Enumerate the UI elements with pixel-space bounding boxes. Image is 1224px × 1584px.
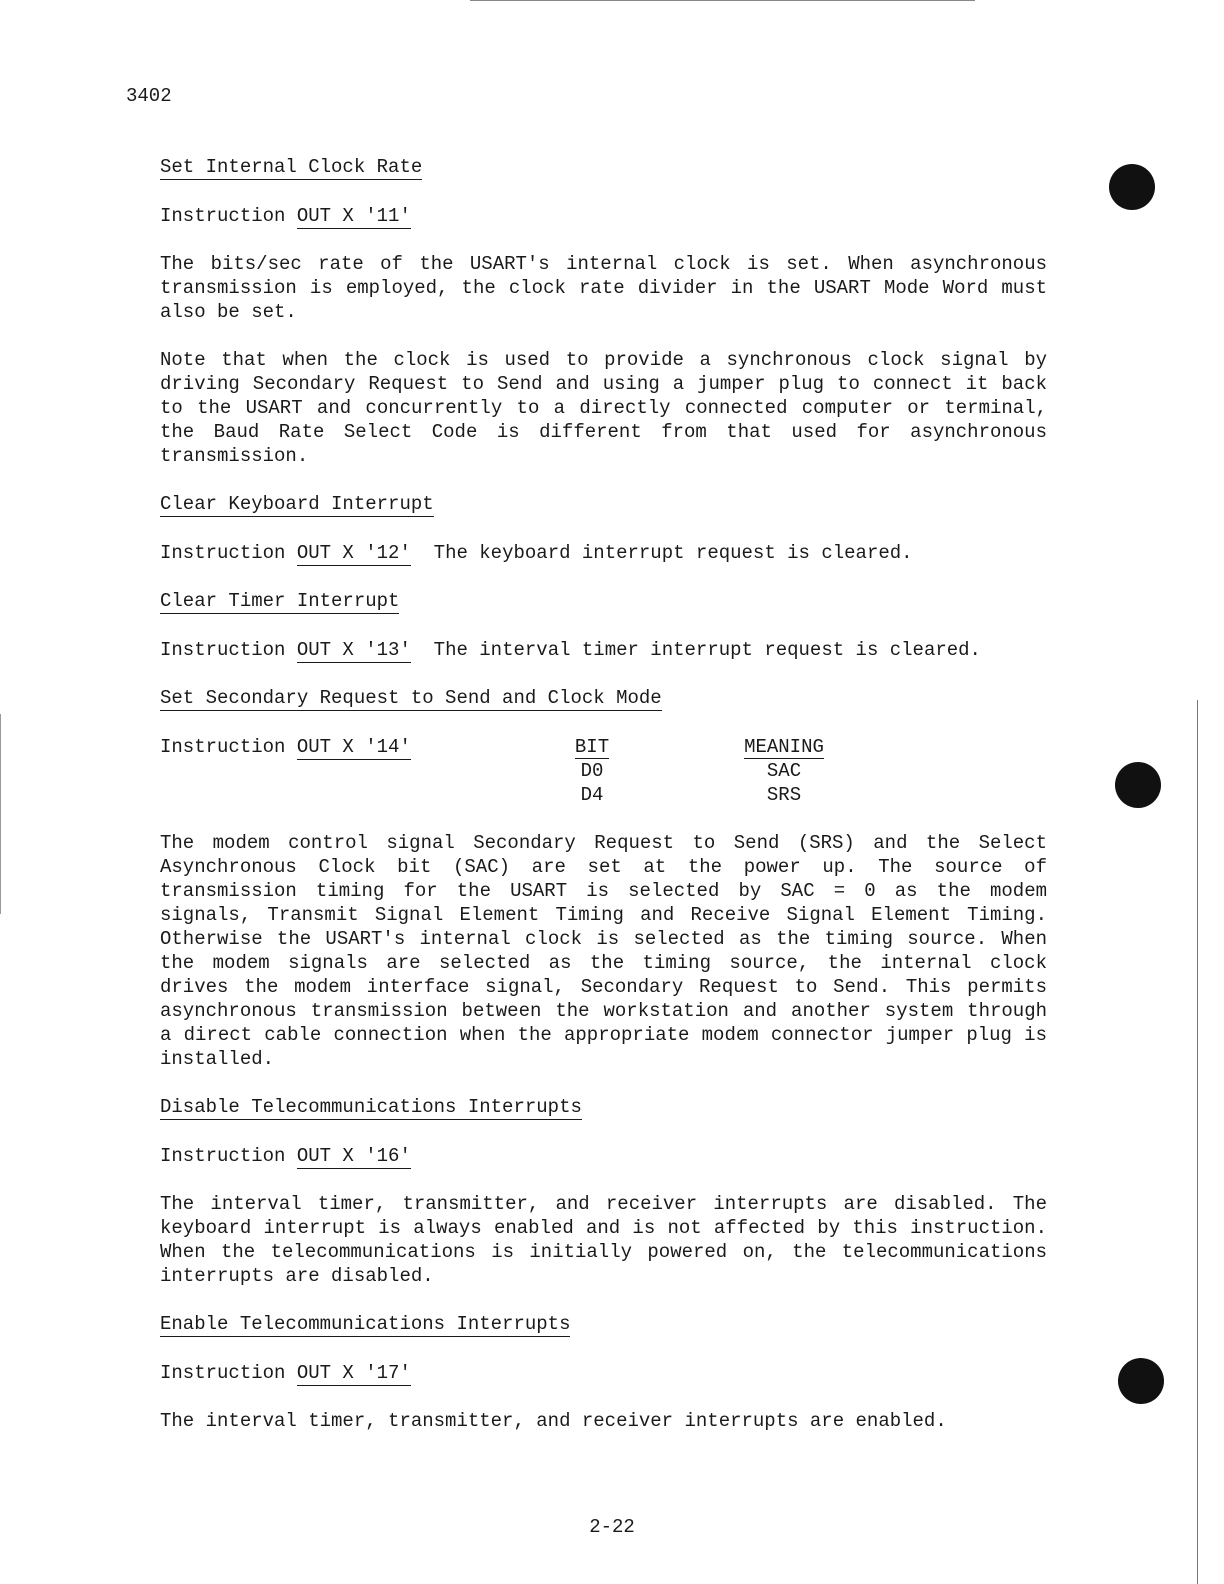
instruction-code: OUT X '17' xyxy=(296,1362,411,1384)
instruction-code: OUT X '12' xyxy=(296,542,411,564)
binder-hole-bottom xyxy=(1118,1358,1164,1404)
page-id: 3402 xyxy=(126,85,172,107)
paragraph: The modem control signal Secondary Request to Send (SRS) and the Select Asynchronous Clock bit (SAC) are set at the power up. The source of transmission timing for the USART is selected by SAC = 0 as the modem signals, Transmit Signal Element Timing and Receive Signal Element Timing. Otherwise the USART's internal clock is selected as the timing source. When the modem signals are selected as the timing source, the internal clock drives the modem interface signal, Secondary Request to Send. This permits asynchronous transmission between the workstation and another system through a direct cable connection when the appropriate modem connector jumper plug is installed. xyxy=(160,832,1047,1070)
paragraph: The interval timer, transmitter, and receiver interrupts are disabled. The keyboard interrupt is always enabled and is not affected by this instruction. When the telecommunications is initially powered on, the telecommunications interrupts are disabled. xyxy=(160,1193,1047,1287)
top-edge-rule xyxy=(470,0,975,1)
instruction-label: Instruction xyxy=(160,205,286,227)
bit-cell: D0 xyxy=(580,760,604,782)
meaning-cell: SAC xyxy=(766,760,802,782)
paragraph: The bits/sec rate of the USART's internal clock is set. When asynchronous transmission is employed, the clock rate divider in the USART Mode Word must also be set. xyxy=(160,253,1047,323)
binder-hole-middle xyxy=(1115,762,1161,808)
section-title: Clear Timer Interrupt xyxy=(160,590,400,612)
instruction-label: Instruction xyxy=(160,639,286,661)
bit-header: BIT xyxy=(574,736,610,758)
instruction-line xyxy=(160,638,1047,662)
page-number: 2-22 xyxy=(589,1516,635,1538)
section-title: Clear Keyboard Interrupt xyxy=(160,493,434,515)
instruction-label: Instruction xyxy=(160,736,286,758)
instruction-label: Instruction xyxy=(160,1362,286,1384)
instruction-label: Instruction xyxy=(160,1145,286,1167)
paragraph: Note that when the clock is used to provide a synchronous clock signal by driving Secondary Request to Send and using a jumper plug to connect it back to the USART and concurrently to a directly connected computer or terminal, the Baud Rate Select Code is different from that used for asynchronous transmission. xyxy=(160,349,1047,467)
meaning-header: MEANING xyxy=(744,736,824,758)
instruction-code: OUT X '11' xyxy=(296,205,411,227)
instruction-description: The keyboard interrupt request is cleared. xyxy=(433,542,913,564)
instruction-description: The interval timer interrupt request is cleared. xyxy=(433,639,981,661)
bit-cell: D4 xyxy=(580,784,604,806)
instruction-line xyxy=(160,735,411,759)
instruction-code: OUT X '16' xyxy=(296,1145,411,1167)
left-margin-mark xyxy=(0,714,1,914)
instruction-code: OUT X '13' xyxy=(296,639,411,661)
right-margin-rule xyxy=(1197,700,1198,1584)
instruction-line xyxy=(160,1361,1047,1385)
instruction-line xyxy=(160,204,1047,228)
bit-meaning-block xyxy=(160,735,1047,807)
instruction-code: OUT X '14' xyxy=(296,736,411,758)
meaning-cell: SRS xyxy=(766,784,802,806)
section-title: Set Internal Clock Rate xyxy=(160,156,423,178)
section-title: Set Secondary Request to Send and Clock Mode xyxy=(160,687,662,709)
page-content xyxy=(160,155,1047,1433)
instruction-line xyxy=(160,541,1047,565)
section-title: Disable Telecommunications Interrupts xyxy=(160,1096,582,1118)
paragraph: The interval timer, transmitter, and receiver interrupts are enabled. xyxy=(160,1410,947,1432)
instruction-line xyxy=(160,1144,1047,1168)
binder-hole-top xyxy=(1109,164,1155,210)
bit-column xyxy=(568,735,616,807)
meaning-column xyxy=(742,735,826,807)
instruction-label: Instruction xyxy=(160,542,286,564)
section-title: Enable Telecommunications Interrupts xyxy=(160,1313,571,1335)
